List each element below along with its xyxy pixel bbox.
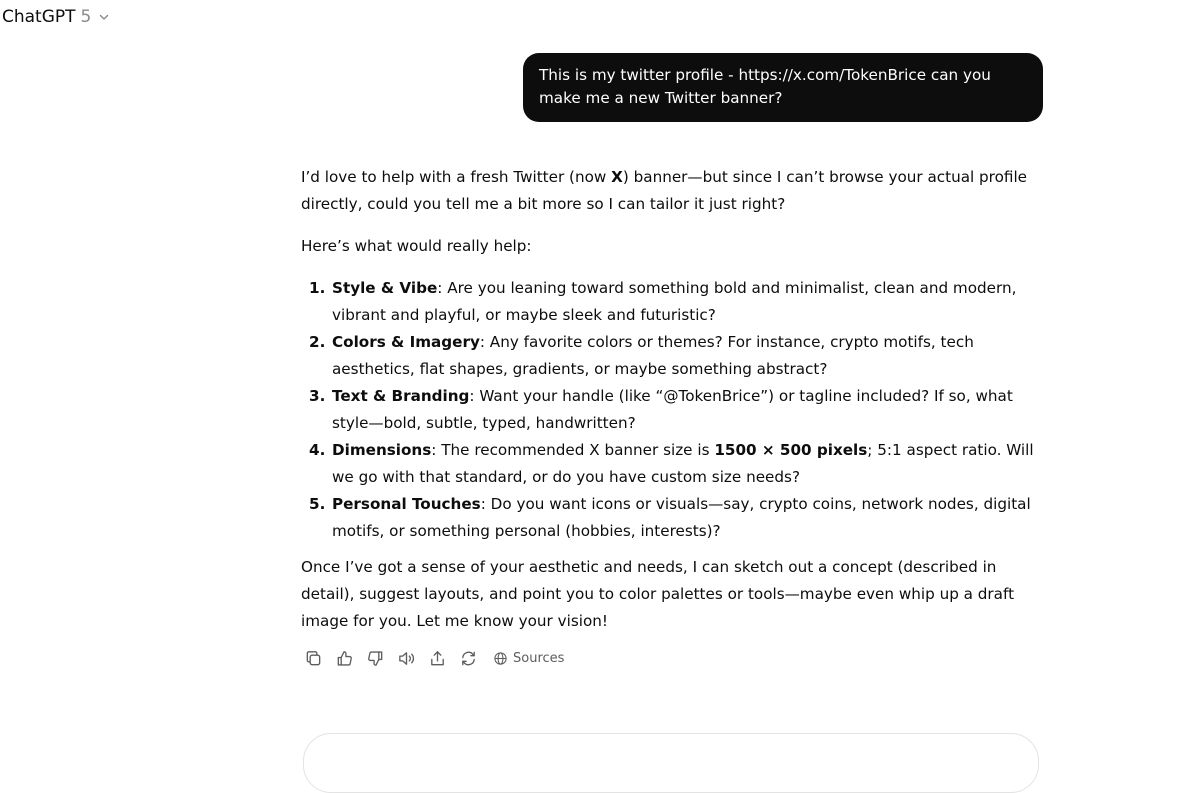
assistant-closing: Once I’ve got a sense of your aesthetic and needs, I can sketch out a concept (described in detail), suggest layouts, and point you to color palettes or tools—maybe even whip up a draft image for you. Let me know your vision!: [301, 558, 1015, 630]
chevron-down-icon: [98, 11, 110, 23]
list-number: 2.: [309, 333, 326, 351]
share-icon: [428, 649, 447, 668]
list-item-text-a: : The recommended X banner size is: [431, 441, 715, 459]
read-aloud-button[interactable]: [394, 646, 418, 670]
list-item-title: Text & Branding: [332, 387, 470, 405]
list-item-title: Personal Touches: [332, 495, 481, 513]
list-number: 1.: [309, 279, 326, 297]
regenerate-icon: [459, 649, 478, 668]
regenerate-button[interactable]: [456, 646, 480, 670]
composer-input-box[interactable]: [303, 733, 1039, 793]
sources-label: Sources: [513, 650, 565, 666]
share-button[interactable]: [425, 646, 449, 670]
copy-button[interactable]: [301, 646, 325, 670]
list-item-text: : Any favorite colors or themes? For instance, crypto motifs, tech aesthetics, flat shapes, gradients, or maybe something abstract?: [332, 333, 974, 378]
globe-icon: [493, 651, 508, 666]
list-item-text-b: ; 5:1 aspect ratio. Will we go with that standard, or do you have custom size needs?: [332, 441, 1034, 486]
model-selector[interactable]: [2, 6, 110, 28]
list-item-bold: 1500 × 500 pixels: [714, 441, 868, 459]
user-message-text: This is my twitter profile - https://x.com/TokenBrice can you make me a new Twitter banner?: [539, 66, 991, 107]
assistant-message: [301, 164, 1041, 635]
list-item-title: Style & Vibe: [332, 279, 438, 297]
assistant-lead: Here’s what would really help:: [301, 237, 532, 255]
list-item-title: Colors & Imagery: [332, 333, 480, 351]
list-item: [301, 383, 1041, 437]
list-number: 4.: [309, 441, 326, 459]
read-aloud-icon: [397, 649, 416, 668]
user-message-bubble: [523, 53, 1043, 122]
list-item-text: : Want your handle (like “@TokenBrice”) or tagline included? If so, what style—bold, subtle, typed, handwritten?: [332, 387, 1013, 432]
thumbs-down-icon: [366, 649, 385, 668]
message-actions: [301, 646, 568, 670]
assistant-intro: [301, 164, 1041, 218]
model-name: ChatGPT: [2, 7, 76, 27]
list-number: 5.: [309, 495, 326, 513]
bad-response-button[interactable]: [363, 646, 387, 670]
model-version: 5: [80, 7, 92, 27]
sources-button[interactable]: [489, 649, 568, 668]
list-item: [301, 329, 1041, 383]
intro-bold: X: [611, 168, 623, 186]
intro-text-b: ) banner—but since I can’t browse your actual profile directly, could you tell me a bit more so I can tailor it just right?: [301, 168, 1028, 213]
thumbs-up-icon: [335, 649, 354, 668]
list-item: [301, 491, 1041, 545]
list-item: [301, 275, 1041, 329]
list-item: [301, 437, 1041, 491]
copy-icon: [304, 649, 323, 668]
list-item-text: : Do you want icons or visuals—say, crypto coins, network nodes, digital motifs, or something personal (hobbies, interests)?: [332, 495, 1031, 540]
list-item-title: Dimensions: [332, 441, 432, 459]
intro-text-a: I’d love to help with a fresh Twitter (now: [301, 168, 612, 186]
good-response-button[interactable]: [332, 646, 356, 670]
list-number: 3.: [309, 387, 326, 405]
question-list: [301, 275, 1041, 545]
list-item-text: : Are you leaning toward something bold and minimalist, clean and modern, vibrant and playful, or maybe sleek and futuristic?: [332, 279, 1017, 324]
